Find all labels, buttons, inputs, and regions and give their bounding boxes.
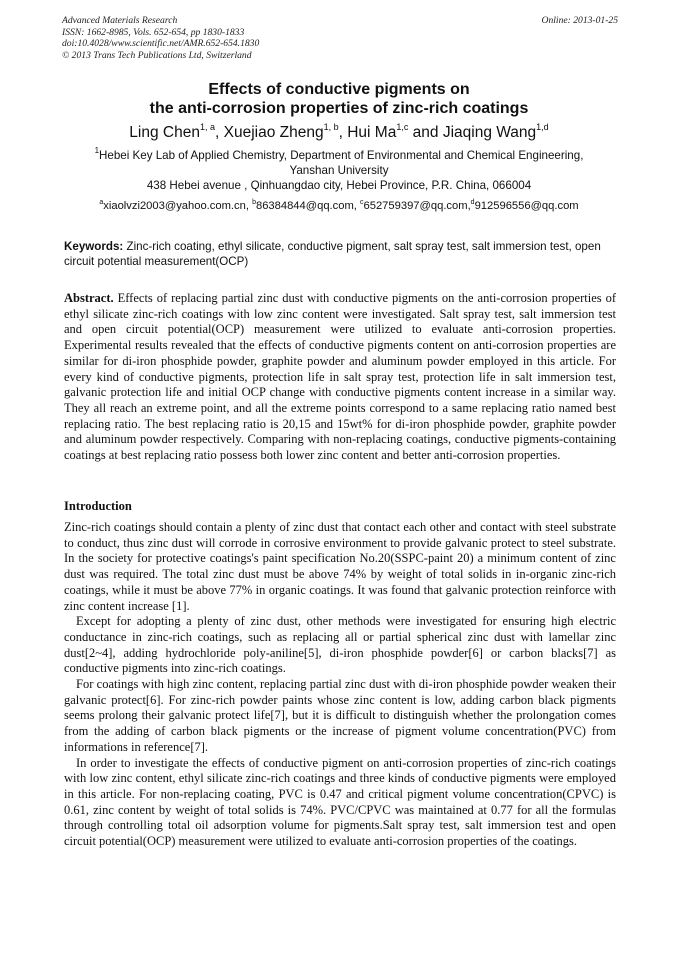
- email-mark: d: [470, 199, 475, 206]
- keywords: [64, 240, 616, 269]
- author-name: Ling Chen: [129, 124, 200, 141]
- introduction-body: [64, 520, 616, 850]
- email-address: 912596556@qq.com: [474, 200, 579, 212]
- copyright-line: © 2013 Trans Tech Publications Ltd, Switzerland: [62, 49, 252, 61]
- abstract-label: Abstract.: [64, 291, 114, 305]
- email-list: $^a$xiaolvzi2003@yahoo.com.cn, $^b$86384844@qq.com, $^c$652759397@qq.com,$^d$912596556@qq.com: [99, 199, 579, 212]
- paragraph: In order to investigate the effects of conductive pigment on anti-corrosion properties of zinc-rich coatings with low zinc content, ethyl silicate zinc-rich coatings and three kinds of conductive pigments were employed in this article. For non-replacing coating, PVC is 0.47 and critical pigment volume concentration(CPVC) is 0.61, zinc content by weight of total solids is 74%. PVC/CPVC was maintained at 0.77 for all the formulas through controlling total oil adsorption volume for pigments.Salt spray test, salt immersion test and open circuit potential(OCP) measurement were utilized to evaluate anti-corrosion properties of the coatings.: [64, 755, 616, 849]
- affiliation-line-2: Yanshan University: [289, 164, 389, 177]
- paragraph: Zinc-rich coatings should contain a plenty of zinc dust that contact each other and contact with steel substrate to conduct, thus zinc dust will corrode in corrosive environment to provide galvanic protect to steel substrate. In the society for protective coatings's paint specification No.20(SSPC-paint 20) a minimum content of zinc dust was required. The total zinc dust must be above 74% by weight of total solids in in-organic zinc-rich coatings, while it must be above 77% in organic coatings. It was found that galvanic protection reinforce with zinc content increase [1].: [64, 520, 616, 613]
- email-address: 652759397@qq.com: [363, 200, 468, 212]
- affiliation: [62, 148, 616, 193]
- author-affiliation-mark: 1,d: [536, 122, 549, 132]
- paragraph: For coatings with high zinc content, replacing partial zinc dust with di-iron phosphide powder weaken their galvanic protect[6]. For zinc-rich powder paints whose zinc content is low, adding carbon black pigments seems prolong their galvanic protect life[7], but it is difficult to distinguish whether the prolongation comes from the adding of carbon black pigments or the increase of pigment volume concentration(PVC) from informations in reference[7].: [64, 677, 616, 754]
- journal-header: [62, 15, 618, 61]
- journal-name: Advanced Materials Research: [62, 15, 178, 26]
- email-address: xiaolvzi2003@yahoo.com.cn: [103, 200, 246, 212]
- title-line-1: Effects of conductive pigments on: [208, 81, 470, 98]
- abstract: [64, 291, 616, 464]
- keywords-text: Zinc-rich coating, ethyl silicate, conductive pigment, salt spray test, salt immersion test, open circuit potential measurement(OCP): [64, 240, 601, 268]
- author-name: Hui Ma: [347, 124, 397, 141]
- issn-line: ISSN: 1662-8985, Vols. 652-654, pp 1830-1833: [62, 26, 245, 38]
- abstract-text: Effects of replacing partial zinc dust with conductive pigments on the anti-corrosion properties of ethyl silicate zinc-rich coatings with low zinc content were investigated. Salt spray test, salt immersion test and open circuit potential(OCP) measurement were utilized to evaluate anti-corrosion properties. Experimental results revealed that the effects of conductive pigments content on anti-corrosion properties are similar for di-iron phosphide powder, graphite powder and aluminum powder employed in this article. For every kind of conductive pigments, protection life in salt spray test, protection life in salt immersion test, galvanic protection life and initial OCP change with conductive pigments content increase in a similar way. They all reach an extreme point, and all the extreme points correspond to a same replacing ratio named best replacing ratio. The best replacing ratio is 20,15 and 15wt% for di-iron phosphide powder, graphite powder and aluminum powder respectively. Comparing with non-replacing coatings, conductive pigments-containing coatings at best replacing ratio possess both lower zinc content and better anti-corrosion properties.: [64, 291, 616, 463]
- keywords-label: Keywords:: [64, 240, 124, 253]
- author-name: Xuejiao Zheng: [223, 124, 324, 141]
- email-address: 86384844@qq.com: [255, 200, 354, 212]
- paper-title: [62, 80, 616, 118]
- author-list: Ling Chen$^{1, a}$, Xuejiao Zheng$^{1, b}$, Hui Ma$^{1,c}$ and Jiaqing Wang$^{1,d}$: [129, 122, 549, 141]
- email-mark: c: [360, 199, 364, 206]
- doi-line: doi:10.4028/www.scientific.net/AMR.652-654.1830: [62, 38, 260, 49]
- author-affiliation-mark: 1, b: [323, 122, 339, 132]
- author-name: Jiaqing Wang: [442, 124, 537, 141]
- title-line-2: the anti-corrosion properties of zinc-rich coatings: [149, 100, 529, 117]
- section-heading-introduction: Introduction: [64, 499, 132, 513]
- affiliation-line-3: 438 Hebei avenue , Qinhuangdao city, Hebei Province, P.R. China, 066004: [146, 179, 532, 192]
- author-affiliation-mark: 1, a: [199, 122, 215, 132]
- online-date: Online: 2013-01-25: [541, 15, 618, 26]
- affiliation-line-1: Hebei Key Lab of Applied Chemistry, Department of Environmental and Chemical Engineering,: [99, 149, 584, 162]
- email-mark: b: [252, 199, 256, 206]
- affiliation-mark: 1: [94, 146, 100, 155]
- author-affiliation-mark: 1,c: [396, 122, 409, 132]
- paragraph: Except for adopting a plenty of zinc dust, other methods were investigated for ensuring high electric conductance in zinc-rich coatings, such as replacing all or partial spherical zinc dust with lamellar zinc dust[2~4], adding hydrochloride poly-aniline[5], di-iron phosphide powder[6] or carbon blacks[7] as conductive pigments into zinc-rich coatings.: [64, 614, 616, 676]
- email-mark: a: [99, 199, 104, 206]
